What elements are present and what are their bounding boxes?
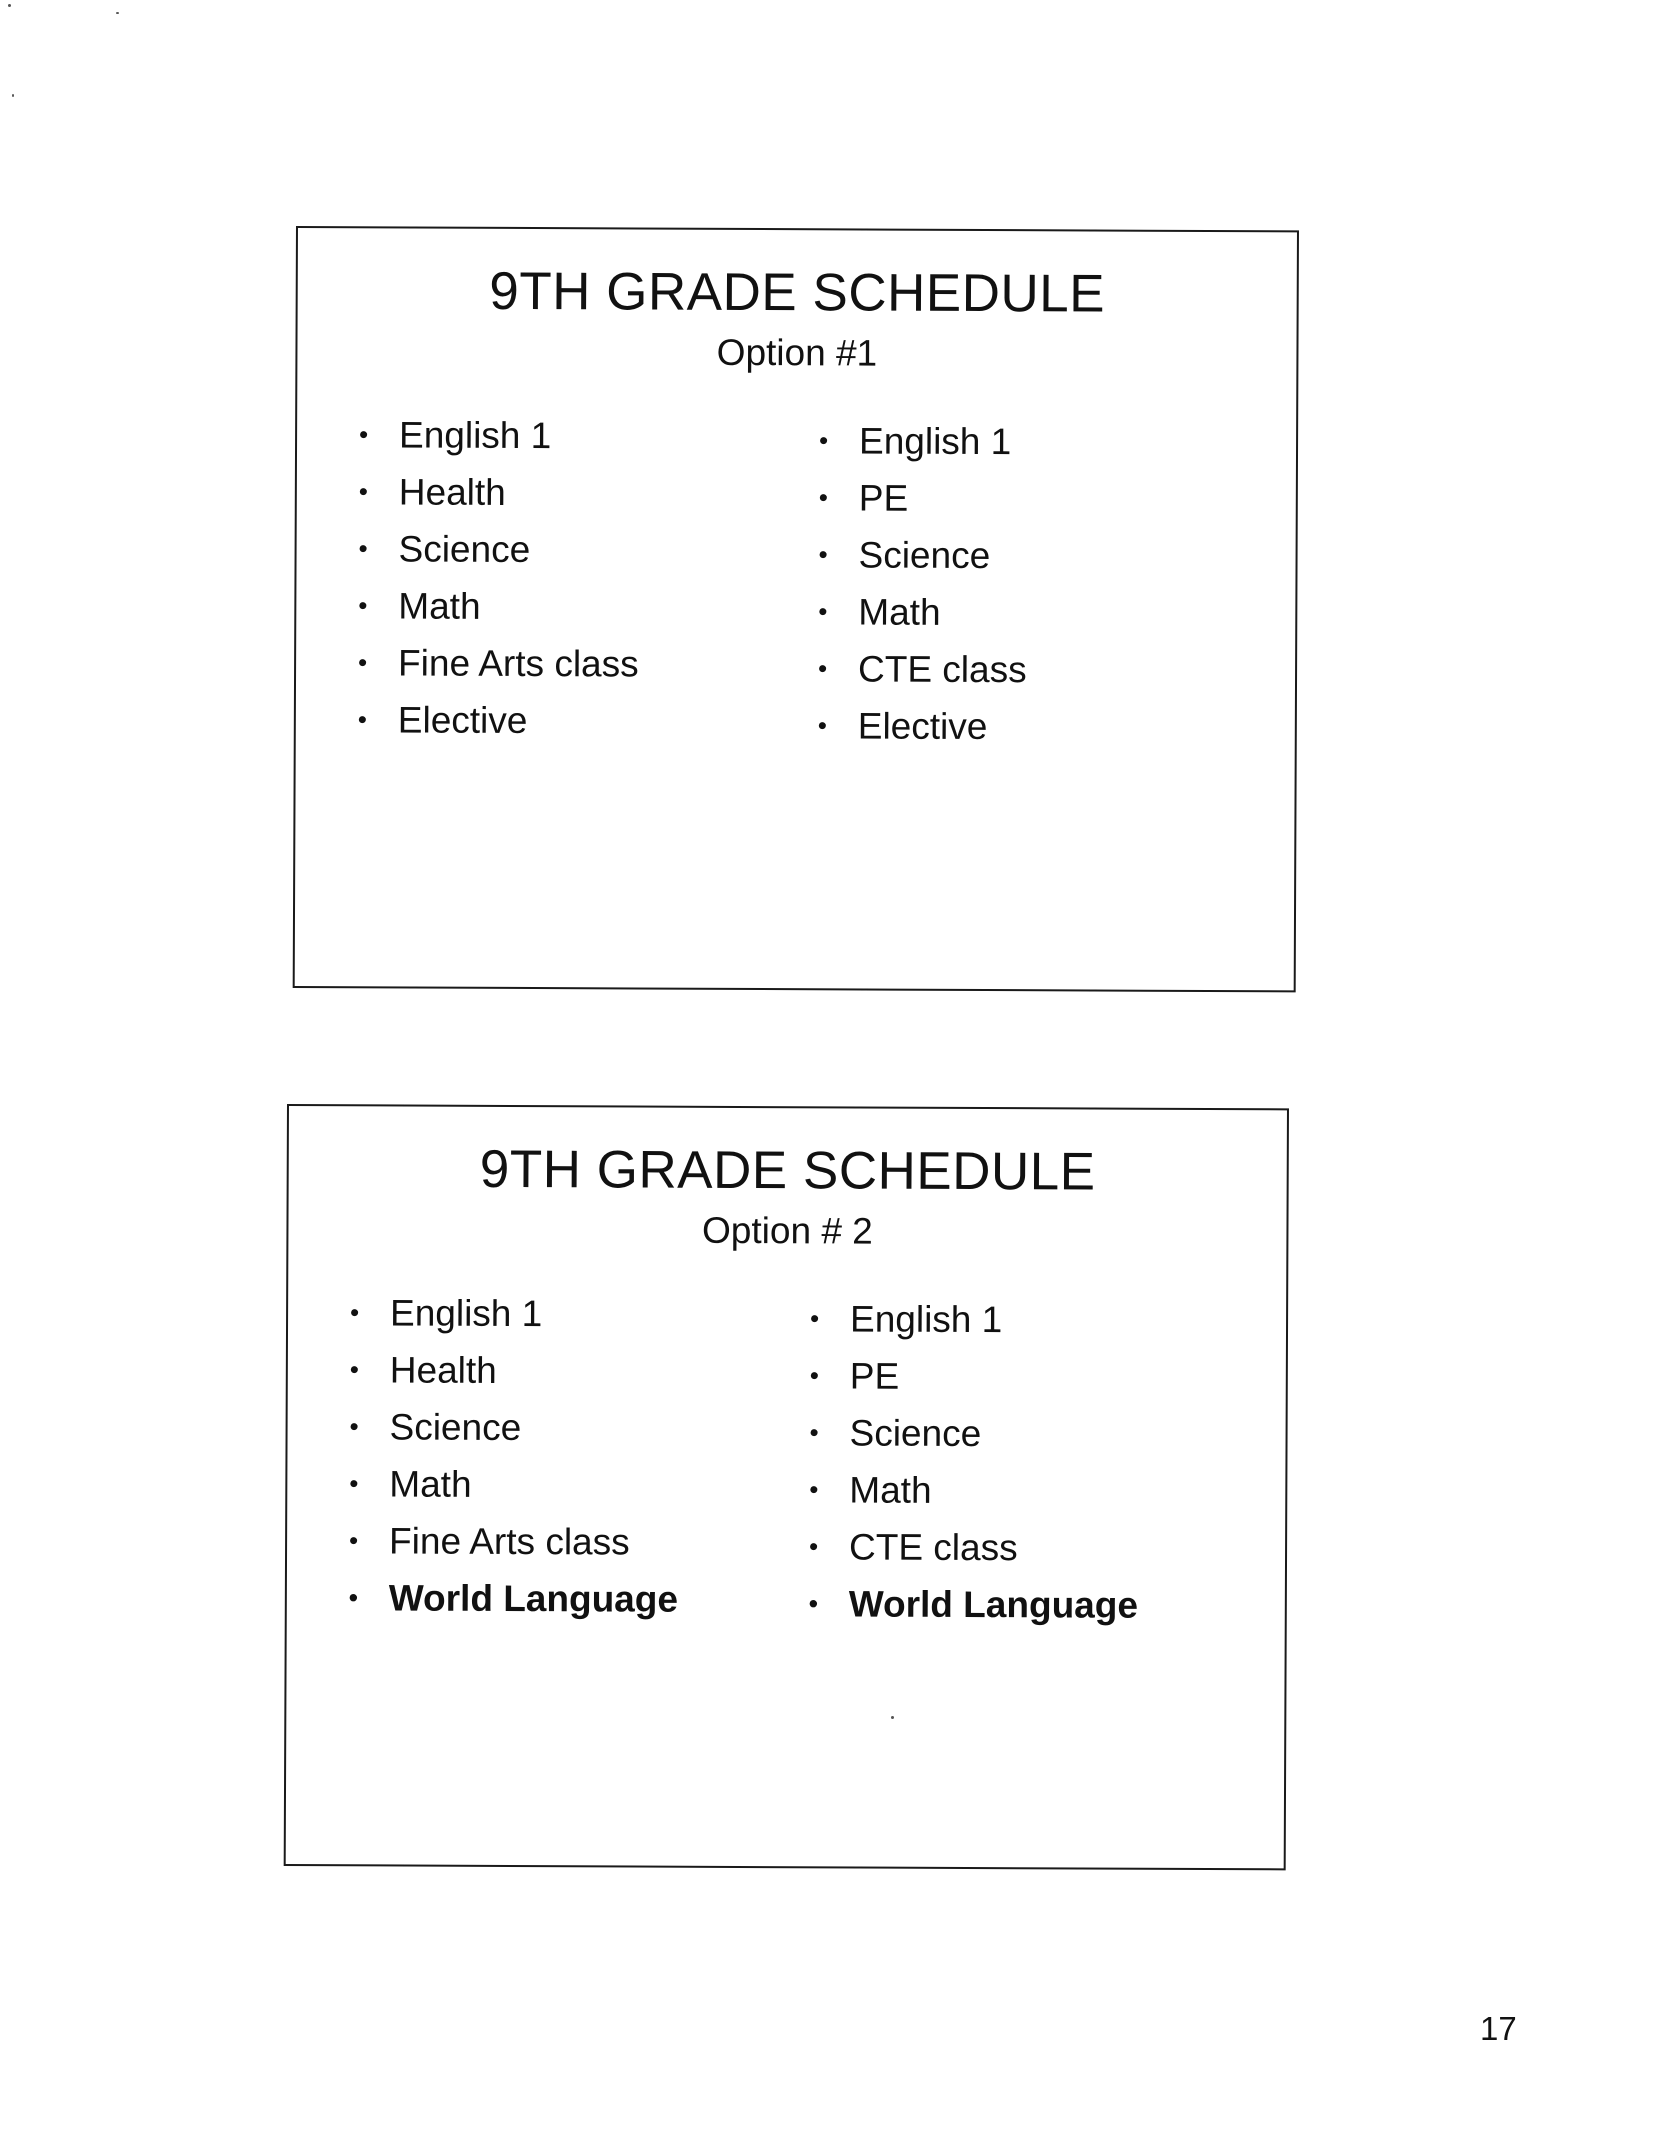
bullet-icon: • [818, 653, 828, 684]
list-item [348, 1341, 679, 1399]
scan-speck [891, 1716, 894, 1719]
course-label: Elective [857, 705, 988, 748]
bullet-icon: • [348, 1582, 359, 1613]
left-course-list [356, 406, 640, 749]
list-item [356, 520, 639, 578]
list-item [808, 1290, 1139, 1348]
course-label: Science [389, 1406, 522, 1449]
slide-title: 9TH GRADE SCHEDULE [489, 261, 1106, 324]
bullet-icon: • [358, 590, 368, 621]
course-label: World Language [388, 1577, 679, 1620]
bullet-icon: • [359, 419, 369, 450]
slide-subtitle: Option # 2 [701, 1209, 873, 1252]
slide-subtitle: Option #1 [716, 331, 878, 374]
course-label: World Language [848, 1583, 1139, 1626]
course-label: Math [389, 1463, 472, 1505]
page-number: 17 [1480, 2010, 1517, 2047]
left-course-list [347, 1284, 680, 1627]
course-label: English 1 [389, 1292, 543, 1335]
bullet-icon: • [349, 1468, 359, 1499]
scan-speck [116, 12, 119, 14]
bullet-icon: • [819, 425, 829, 456]
bullet-icon: • [818, 539, 828, 570]
slide-option-2 [284, 1104, 1289, 1870]
list-item [356, 634, 639, 692]
list-item [816, 640, 1027, 698]
course-label: English 1 [858, 420, 1012, 463]
bullet-icon: • [349, 1354, 360, 1385]
list-item [807, 1461, 1138, 1519]
list-item [347, 1569, 678, 1627]
right-course-list [807, 1290, 1140, 1633]
bullet-icon: • [350, 1297, 360, 1328]
course-label: PE [858, 477, 909, 519]
course-label: Science [858, 534, 991, 577]
list-item [357, 406, 640, 464]
course-label: Fine Arts class [389, 1520, 630, 1563]
list-item [816, 583, 1027, 641]
bullet-icon: • [358, 476, 369, 507]
right-course-list [816, 412, 1028, 755]
scan-speck [12, 94, 14, 97]
course-label: CTE class [848, 1526, 1018, 1569]
list-item [807, 1575, 1138, 1633]
list-item [817, 469, 1028, 527]
list-item [347, 1455, 678, 1513]
bullet-icon: • [810, 1303, 820, 1334]
list-item [808, 1347, 1139, 1405]
course-label: Elective [397, 699, 528, 742]
bullet-icon: • [349, 1525, 359, 1556]
bullet-icon: • [818, 596, 828, 627]
bullet-icon: • [809, 1417, 819, 1448]
list-item [356, 577, 639, 635]
course-label: Math [858, 591, 941, 633]
list-item [816, 697, 1027, 755]
slide-option-1 [293, 226, 1299, 992]
course-label: CTE class [857, 648, 1027, 691]
bullet-icon: • [809, 1360, 819, 1391]
list-item [817, 412, 1028, 470]
list-item [356, 691, 639, 749]
course-label: Health [398, 471, 506, 513]
list-item [816, 526, 1027, 584]
bullet-icon: • [349, 1411, 359, 1442]
list-item [807, 1404, 1138, 1462]
course-label: Fine Arts class [398, 642, 639, 685]
list-item [357, 463, 640, 521]
list-item [347, 1512, 678, 1570]
course-label: Science [398, 528, 531, 571]
bullet-icon: • [818, 482, 828, 513]
bullet-icon: • [809, 1531, 819, 1562]
course-label: Science [849, 1412, 982, 1455]
course-label: Health [389, 1349, 497, 1391]
course-label: English 1 [849, 1298, 1003, 1341]
bullet-icon: • [808, 1588, 819, 1619]
course-label: Math [849, 1469, 932, 1511]
list-item [347, 1398, 678, 1456]
scan-speck [8, 4, 11, 7]
list-item [807, 1518, 1138, 1576]
course-label: PE [849, 1355, 900, 1397]
bullet-icon: • [358, 533, 368, 564]
slide-title: 9TH GRADE SCHEDULE [479, 1139, 1096, 1202]
bullet-icon: • [809, 1474, 819, 1505]
course-label: Math [398, 585, 481, 627]
bullet-icon: • [358, 647, 368, 678]
list-item [348, 1284, 679, 1342]
bullet-icon: • [357, 704, 368, 735]
course-label: English 1 [398, 414, 552, 457]
bullet-icon: • [817, 710, 828, 741]
